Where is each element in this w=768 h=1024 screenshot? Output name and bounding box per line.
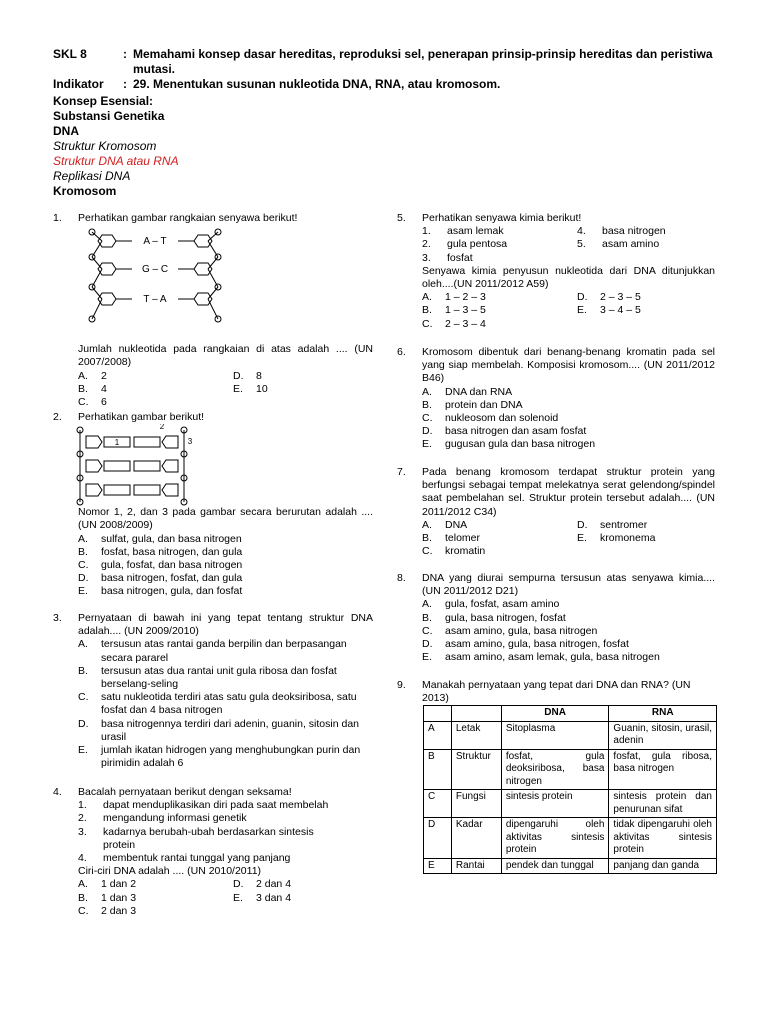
q5-items	[422, 225, 715, 265]
dna-heading: DNA	[53, 124, 79, 138]
q8-option-e[interactable]: E. asam amino, asam lemak, gula, basa nitrogen	[422, 651, 660, 664]
diagram-label-3: 3	[187, 437, 193, 447]
document-header: SKL 8 : Memahami konsep dasar hereditas, reproduksi sel, penerapan prinsip-prinsip hereditas dan peristiwa mutasi. Indikator : 29. Menentukan susunan nukleotida DNA, RNA, atau kromosom.	[53, 47, 723, 92]
table-row[interactable]: C Fungsi sintesis protein sintesis protein dan penurunan sifat	[424, 790, 717, 818]
q5-option-b[interactable]: B. 1 – 3 – 5	[422, 304, 486, 317]
q5-item-5: 5. asam amino	[577, 238, 660, 251]
concept-list	[53, 94, 179, 199]
q6-options	[422, 386, 715, 452]
diagram-label-1: 1	[114, 438, 120, 448]
struktur-kromosom: Struktur Kromosom	[53, 139, 157, 153]
base-pair-2: G – C	[141, 264, 169, 276]
q2-option-e[interactable]: E. basa nitrogen, gula, dan fosfat	[78, 585, 243, 598]
q6-option-d[interactable]: D. basa nitrogen dan asam fosfat	[422, 425, 587, 438]
q7-option-a[interactable]: A. DNA	[422, 518, 468, 531]
dna-nucleotide-diagram	[72, 424, 194, 506]
q4-question: Ciri-ciri DNA adalah .... (UN 2010/2011)	[78, 865, 262, 878]
q2-option-d[interactable]: D. basa nitrogen, fosfat, dan gula	[78, 572, 243, 585]
q5-option-c[interactable]: C. 2 – 3 – 4	[422, 317, 486, 330]
q4-statement-4: 4. membentuk rantai tunggal yang panjang	[78, 852, 291, 865]
q2-question: Nomor 1, 2, dan 3 pada gambar secara berurutan adalah .... (UN 2008/2009)	[78, 506, 373, 532]
q5-prompt: Perhatikan senyawa kimia berikut!	[422, 212, 582, 224]
skl-label: SKL 8	[53, 47, 87, 61]
q7-question: Pada benang kromosom terdapat struktur protein yang berfungsi sebagai tempat melekatnya serat gelendong/spindel saat pembelahan sel. Struktur protein tersebut adalah.... (UN 2011/2012 C34)	[422, 466, 715, 518]
skl-text: Memahami konsep dasar hereditas, reproduksi sel, penerapan prinsip-prinsip hereditas dan peristiwa mutasi.	[133, 47, 713, 76]
q5-item-3: 3. fosfat	[422, 251, 473, 264]
col-header-dna: DNA	[501, 706, 609, 722]
q4-option-c[interactable]: C. 2 dan 3	[78, 904, 137, 917]
q5-item-2: 2. gula pentosa	[422, 238, 508, 251]
table-row[interactable]: B Struktur fosfat, gula deoksiribosa, basa nitrogen fosfat, gula ribosa, basa nitrogen	[424, 749, 717, 790]
dna-rna-comparison-table	[423, 705, 717, 874]
q5-item-4: 4. basa nitrogen	[577, 225, 666, 238]
q6-option-a[interactable]: A. DNA dan RNA	[422, 385, 513, 398]
q5-question: Senyawa kimia penyusun nukleotida dari DNA ditunjukkan oleh....(UN 2011/2012 A59)	[422, 264, 715, 291]
q5-option-d[interactable]: D. 2 – 3 – 5	[577, 291, 641, 304]
q1-option-e[interactable]: E. 10	[233, 382, 268, 395]
q4-statements	[78, 799, 373, 865]
q3-option-d[interactable]: D. basa nitrogennya terdiri dari adenin, guanin, sitosin dan urasil	[78, 717, 360, 743]
q5-option-e[interactable]: E. 3 – 4 – 5	[577, 304, 641, 317]
q2-option-b[interactable]: B. fosfat, basa nitrogen, dan gula	[78, 545, 243, 558]
q7-option-c[interactable]: C. kromatin	[422, 545, 486, 558]
diagram-label-2: 2	[159, 424, 165, 432]
q7-option-e[interactable]: E. kromonema	[577, 532, 656, 545]
q2-prompt: Perhatikan gambar berikut!	[78, 411, 205, 423]
dna-ladder-diagram	[80, 227, 230, 327]
q8-option-d[interactable]: D. asam amino, gula, basa nitrogen, fosfat	[422, 638, 629, 651]
q6-option-c[interactable]: C. nukleosom dan solenoid	[422, 412, 559, 425]
q4-statement-1: 1. dapat menduplikasikan diri pada saat membelah	[78, 799, 329, 812]
table-header-row	[424, 706, 717, 722]
q5-option-a[interactable]: A. 1 – 2 – 3	[422, 291, 486, 304]
q7-options	[422, 519, 715, 559]
q6-option-b[interactable]: B. protein dan DNA	[422, 398, 523, 411]
q3-option-e[interactable]: E. jumlah ikatan hidrogen yang menghubungkan purin dan pirimidin adalah 6	[78, 744, 361, 770]
q8-options	[422, 598, 715, 664]
q4-option-a[interactable]: A. 1 dan 2	[78, 878, 137, 891]
q9-question: Manakah pernyataan yang tepat dari DNA dan RNA? (UN 2013)	[422, 679, 691, 705]
q6-option-e[interactable]: E. gugusan gula dan basa nitrogen	[422, 438, 596, 451]
q1-options	[78, 370, 373, 410]
q1-option-a[interactable]: A. 2	[78, 369, 107, 382]
kromosom-heading: Kromosom	[53, 184, 117, 198]
q5-options	[422, 291, 715, 331]
col-header-rna: RNA	[609, 706, 717, 722]
indikator-text: 29. Menentukan susunan nukleotida DNA, RNA, atau kromosom.	[133, 77, 501, 91]
substansi-heading: Substansi Genetika	[53, 109, 165, 123]
q4-option-d[interactable]: D. 2 dan 4	[233, 878, 292, 891]
q7-option-d[interactable]: D. sentromer	[577, 518, 648, 531]
q5-item-1: 1. asam lemak	[422, 225, 504, 238]
q2-options	[78, 533, 373, 599]
q8-option-c[interactable]: C. asam amino, gula, basa nitrogen	[422, 624, 598, 637]
q2-option-c[interactable]: C. gula, fosfat, dan basa nitrogen	[78, 559, 243, 572]
q4-statement-3: 3. kadarnya berubah-ubah berdasarkan sintesis protein	[78, 825, 314, 851]
q4-prompt: Bacalah pernyataan berikut dengan seksama!	[78, 786, 292, 798]
q8-question: DNA yang diurai sempurna tersusun atas senyawa kimia.... (UN 2011/2012 D21)	[422, 572, 715, 598]
base-pair-1: A – T	[143, 236, 167, 248]
indikator-label: Indikator	[53, 77, 104, 91]
table-row[interactable]: D Kadar dipengaruhi oleh aktivitas sintesis protein tidak dipengaruhi oleh aktivitas sintesis protein	[424, 818, 717, 859]
q1-option-c[interactable]: C. 6	[78, 396, 107, 409]
q8-option-b[interactable]: B. gula, basa nitrogen, fosfat	[422, 611, 566, 624]
q6-question: Kromosom dibentuk dari benang-benang kromatin pada sel yang siap membelah. Komposisi kromosom.... (UN 2011/2012 B46)	[422, 346, 715, 385]
table-row[interactable]: A Letak Sitoplasma Guanin, sitosin, urasil, adenin	[424, 721, 717, 749]
q3-option-c[interactable]: C. satu nukleotida terdiri atas satu gula deoksiribosa, satu fosfat dan 4 basa nitrogen	[78, 691, 357, 717]
q4-statement-2: 2. mengandung informasi genetik	[78, 812, 247, 825]
konsep-heading: Konsep Esensial:	[53, 94, 154, 108]
q1-prompt: Perhatikan gambar rangkaian senyawa berikut!	[78, 212, 298, 224]
q4-options	[78, 878, 373, 918]
q2-option-a[interactable]: A. sulfat, gula, dan basa nitrogen	[78, 532, 242, 545]
replikasi-dna: Replikasi DNA	[53, 169, 131, 183]
q3-option-a[interactable]: A. tersusun atas rantai ganda berpilin dan berpasangan secara pararel	[78, 638, 347, 664]
q1-option-d[interactable]: D. 8	[233, 369, 262, 382]
q3-options	[78, 638, 373, 770]
q4-option-b[interactable]: B. 1 dan 3	[78, 891, 137, 904]
table-row[interactable]: E Rantai pendek dan tunggal panjang dan ganda	[424, 858, 717, 874]
q1-option-b[interactable]: B. 4	[78, 382, 107, 395]
struktur-dna-rna: Struktur DNA atau RNA	[53, 154, 179, 168]
q3-question: Pernyataan di bawah ini yang tepat tentang struktur DNA adalah.... (UN 2009/2010)	[78, 612, 373, 638]
q1-question: Jumlah nukleotida pada rangkaian di atas adalah .... (UN 2007/2008)	[78, 343, 373, 369]
q7-option-b[interactable]: B. telomer	[422, 532, 481, 545]
q8-option-a[interactable]: A. gula, fosfat, asam amino	[422, 598, 560, 611]
q3-option-b[interactable]: B. tersusun atas dua rantai unit gula ribosa dan fosfat berselang-seling	[78, 664, 337, 691]
base-pair-3: T – A	[143, 294, 167, 306]
q4-option-e[interactable]: E. 3 dan 4	[233, 891, 292, 904]
